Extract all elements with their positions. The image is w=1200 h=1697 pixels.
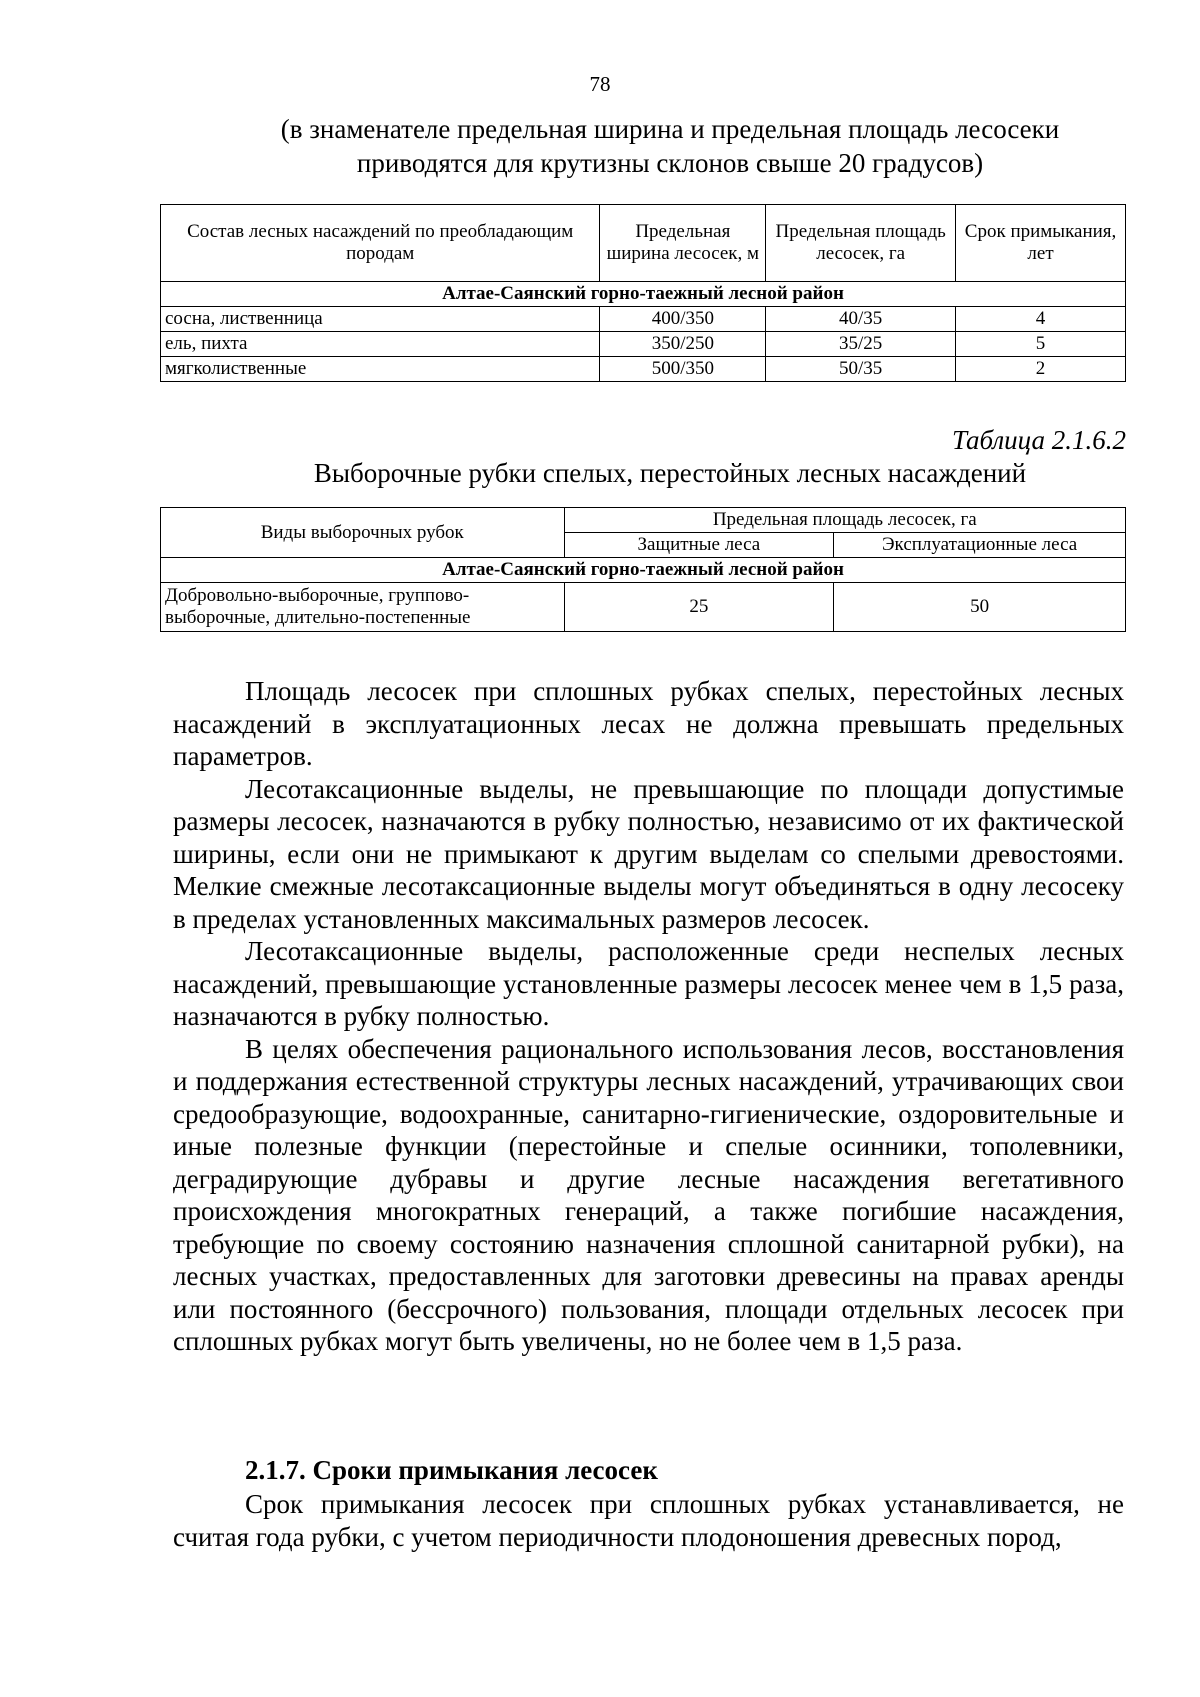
cell-width: 400/350 <box>600 307 766 332</box>
paragraph: Лесотаксационные выделы, не превышающие по площади допустимые размеры лесосек, назначаются в рубку полностью, независимо от их фактической ширины, если они не примыкают к другим выделам со спелыми древостоями. Мелкие смежные лесотаксационные выделы могут объединяться в одну лесосеку в пределах установленных максимальных размеров лесосек. <box>173 773 1124 934</box>
header-protective: Защитные леса <box>564 533 834 558</box>
cell-width: 350/250 <box>600 332 766 357</box>
cell-width: 500/350 <box>600 357 766 382</box>
table-row <box>161 583 1126 632</box>
region-row <box>161 558 1126 583</box>
table-title: Выборочные рубки спелых, перестойных лесных насаждений <box>313 458 1027 488</box>
cell-species: сосна, лиственница <box>161 307 600 332</box>
cell-area: 35/25 <box>766 332 956 357</box>
header-composition: Состав лесных насаждений по преобладающим породам <box>161 205 600 282</box>
caption-line-1: (в знаменателе предельная ширина и предельная площадь лесосеки <box>280 114 1060 144</box>
table-row <box>161 307 1126 332</box>
paragraph: Лесотаксационные выделы, расположенные среди неспелых лесных насаждений, превышающие установленные размеры лесосек менее чем в 1,5 раза, назначаются в рубку полностью. <box>173 936 1124 1031</box>
header-types: Виды выборочных рубок <box>161 508 565 558</box>
page-number: 78 <box>589 72 611 96</box>
cell-type: Добровольно-выборочные, группово-выборочные, длительно-постепенные <box>161 583 565 632</box>
header-area-group: Предельная площадь лесосек, га <box>564 508 1125 533</box>
caption-line-2: приводятся для крутизны склонов свыше 20 градусов) <box>356 148 984 178</box>
header-width: Предельная ширина лесосек, м <box>600 205 766 282</box>
cell-term: 4 <box>956 307 1126 332</box>
table-header-row <box>161 205 1126 282</box>
paragraph: Срок примыкания лесосек при сплошных рубках устанавливается, не считая года рубки, с учетом периодичности плодоношения древесных пород, <box>173 1489 1124 1552</box>
body-paragraphs <box>173 675 1124 1358</box>
cell-area: 50/35 <box>766 357 956 382</box>
table-header-row <box>161 508 1126 533</box>
table-row <box>161 357 1126 382</box>
cell-term: 2 <box>956 357 1126 382</box>
table-caption <box>170 112 1170 180</box>
cell-species: ель, пихта <box>161 332 600 357</box>
section-body <box>173 1488 1124 1553</box>
cell-species: мягколиственные <box>161 357 600 382</box>
cell-area: 40/35 <box>766 307 956 332</box>
selective-cuts-table <box>160 507 1126 632</box>
region-label: Алтае-Саянский горно-таежный лесной район <box>161 558 1126 583</box>
cell-exploitation: 50 <box>834 583 1126 632</box>
section-heading: 2.1.7. Сроки примыкания лесосек <box>245 1455 658 1485</box>
region-label: Алтае-Саянский горно-таежный лесной район <box>161 282 1126 307</box>
header-area: Предельная площадь лесосек, га <box>766 205 956 282</box>
clear-cut-limits-table <box>160 204 1126 382</box>
cell-protective: 25 <box>564 583 834 632</box>
header-term: Срок примыкания, лет <box>956 205 1126 282</box>
region-row <box>161 282 1126 307</box>
table-row <box>161 332 1126 357</box>
paragraph: Площадь лесосек при сплошных рубках спелых, перестойных лесных насаждений в эксплуатационных лесах не должна превышать предельных параметров. <box>173 676 1124 771</box>
cell-term: 5 <box>956 332 1126 357</box>
table-number: Таблица 2.1.6.2 <box>951 425 1126 455</box>
paragraph: В целях обеспечения рационального использования лесов, восстановления и поддержания естественной структуры лесных насаждений, утрачивающих свои средообразующие, водоохранные, санитарно-гигиенические, оздоровительные и иные полезные функции (перестойные и спелые осинники, тополевники, деградирующие дубравы и другие лесные насаждения вегетативного происхождения многократных генераций, а также погибшие насаждения, требующие по своему состоянию назначения сплошной санитарной рубки), на лесных участках, предоставленных для заготовки древесины на правах аренды или постоянного (бессрочного) пользования, площади отдельных лесосек при сплошных рубках могут быть увеличены, но не более чем в 1,5 раза. <box>173 1033 1124 1356</box>
header-exploitation: Эксплуатационные леса <box>834 533 1126 558</box>
